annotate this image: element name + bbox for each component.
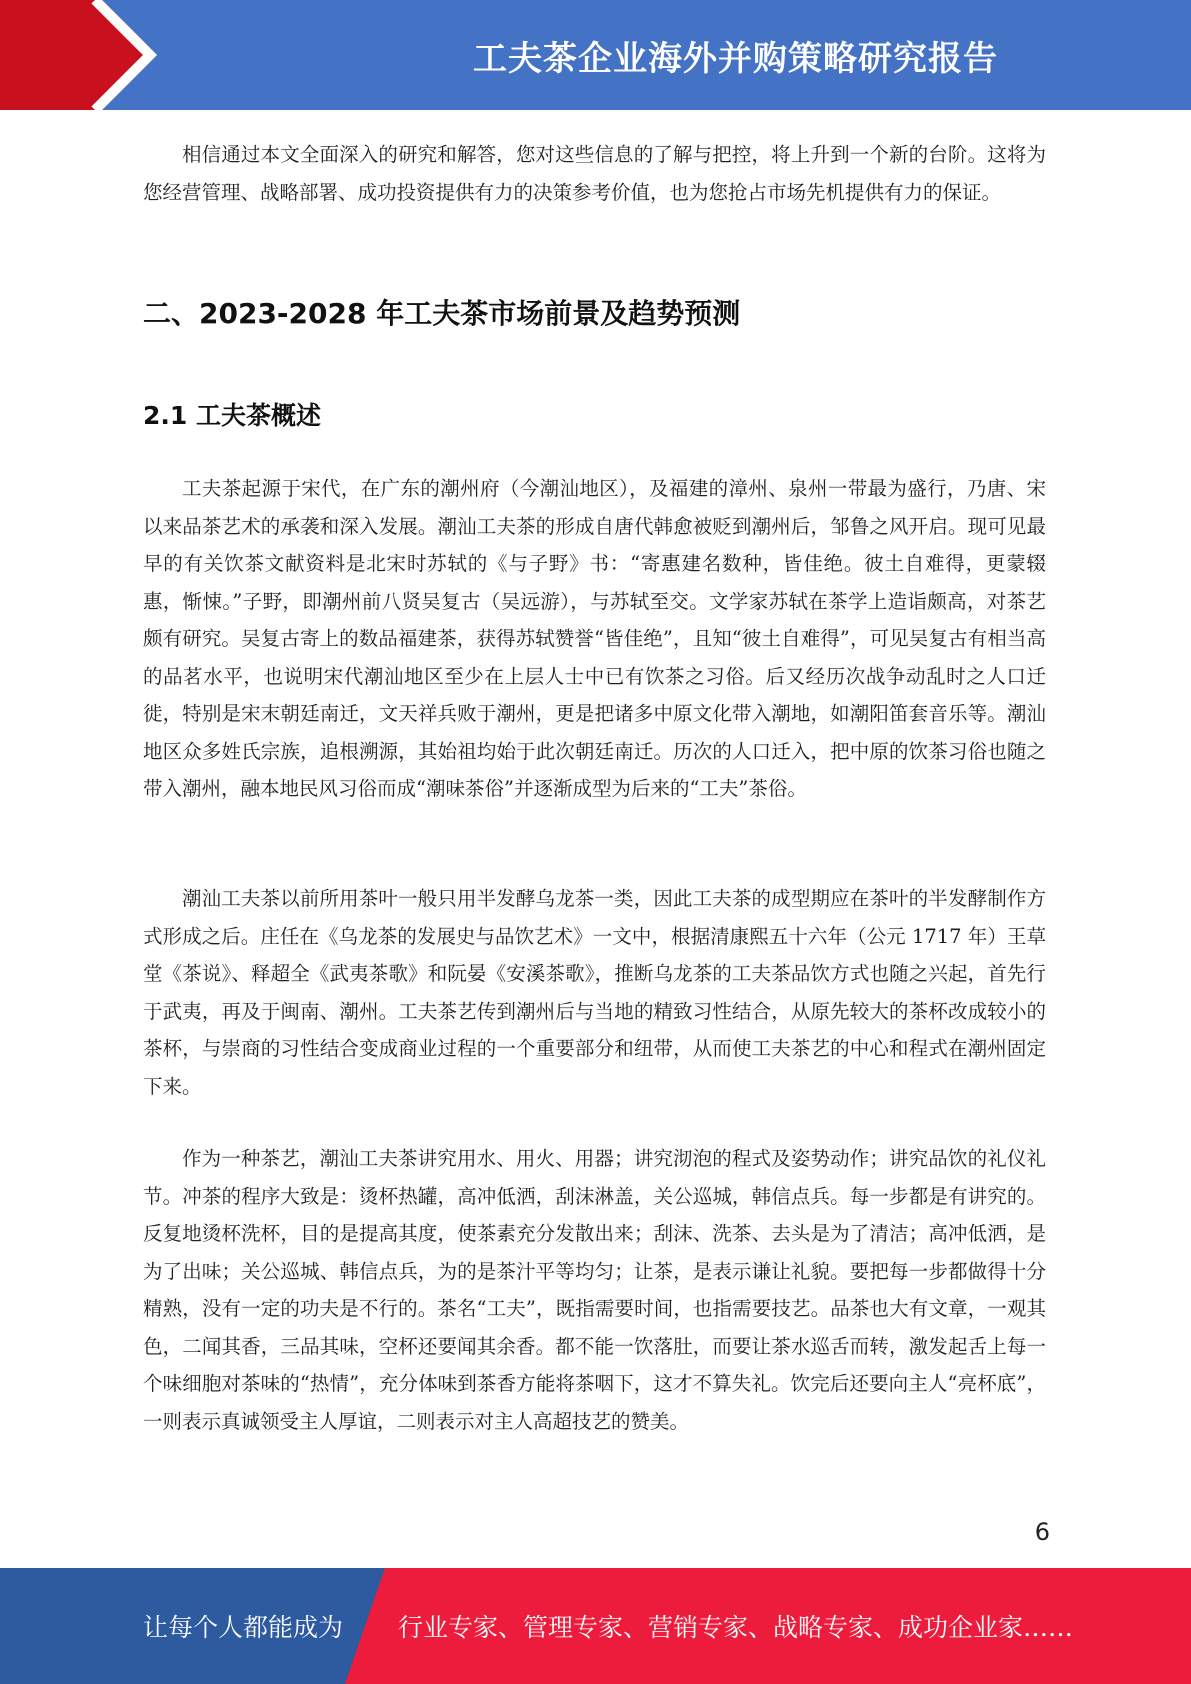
report-title: 工夫茶企业海外并购策略研究报告 [473, 38, 998, 79]
footer-slogan-right: 行业专家、管理专家、营销专家、战略专家、成功企业家…… [398, 1613, 1074, 1642]
footer-banner [0, 1568, 1191, 1684]
body-paragraph-1: 工夫茶起源于宋代，在广东的潮州府（今潮汕地区），及福建的漳州、泉州一带最为盛行，乃唐、宋以来品茶艺术的承袭和深入发展。潮汕工夫茶的形成自唐代韩愈被贬到潮州后，邹鲁之风开启。现可见最早的有关饮茶文献资料是北宋时苏轼的《与子野》书：“寄惠建名数种，皆佳绝。彼土自难得，更蒙辍惠，惭悚。”子野，即潮州前八贤吴复古（吴远游），与苏轼至交。文学家苏轼在茶学上造诣颇高，对茶艺颇有研究。吴复古寄上的数品福建茶，获得苏轼赞誉“皆佳绝”，且知“彼土自难得”，可见吴复古有相当高的品茗水平，也说明宋代潮汕地区至少在上层人士中已有饮茶之习俗。后又经历次战争动乱时之人口迁徙，特别是宋末朝廷南迁，文天祥兵败于潮州，更是把诸多中原文化带入潮地，如潮阳笛套音乐等。潮汕地区众多姓氏宗族，追根溯源，其始祖均始于此次朝廷南迁。历次的人口迁入，把中原的饮茶习俗也随之带入潮州，融本地民风习俗而成“潮味茶俗”并逐渐成型为后来的“工夫”茶俗。 [143, 477, 1046, 800]
body-paragraph-2: 潮汕工夫茶以前所用茶叶一般只用半发酵乌龙茶一类，因此工夫茶的成型期应在茶叶的半发酵制作方式形成之后。庄任在《乌龙茶的发展史与品饮艺术》一文中，根据清康熙五十六年（公元 1717 年）王草堂《茶说》、释超全《武夷茶歌》和阮晏《安溪茶歌》，推断乌龙茶的工夫茶品饮方式也随之兴起，首先行于武夷，再及于闽南、潮州。工夫茶艺传到潮州后与当地的精致习性结合，从原先较大的茶杯改成较小的茶杯，与崇商的习性结合变成商业过程的一个重要部分和纽带，从而使工夫茶艺的中心和程式在潮州固定下来。 [143, 887, 1046, 1098]
page-number: 6 [1034, 1518, 1050, 1546]
footer-slogan-left: 让每个人都能成为 [143, 1613, 344, 1642]
body-paragraph-3: 作为一种茶艺，潮汕工夫茶讲究用水、用火、用器；讲究沏泡的程式及姿势动作；讲究品饮的礼仪礼节。冲茶的程序大致是：烫杯热罐，高冲低洒，刮沫淋盖，关公巡城，韩信点兵。每一步都是有讲究的。反复地烫杯洗杯，目的是提高其度，使茶素充分发散出来；刮沫、洗茶、去头是为了清洁；高冲低洒，是为了出味；关公巡城、韩信点兵，为的是茶汁平等均匀；让茶，是表示谦让礼貌。要把每一步都做得十分精熟，没有一定的功夫是不行的。茶名“工夫”，既指需要时间，也指需要技艺。品茶也大有文章，一观其色，二闻其香，三品其味，空杯还要闻其余香。都不能一饮落肚，而要让茶水巡舌而转，激发起舌上每一个味细胞对茶味的“热情”，充分体味到茶香方能将茶咽下，这才不算失礼。饮完后还要向主人“亮杯底”，一则表示真诚领受主人厚谊，二则表示对主人高超技艺的赞美。 [143, 1147, 1046, 1433]
header-banner [0, 0, 1191, 110]
intro-paragraph: 相信通过本文全面深入的研究和解答，您对这些信息的了解与把控，将上升到一个新的台阶。这将为您经营管理、战略部署、成功投资提供有力的决策参考价值，也为您抢占市场先机提供有力的保证。 [143, 143, 1046, 204]
subsection-heading: 2.1 工夫茶概述 [143, 401, 321, 430]
section-heading: 二、2023-2028 年工夫茶市场前景及趋势预测 [143, 297, 741, 330]
